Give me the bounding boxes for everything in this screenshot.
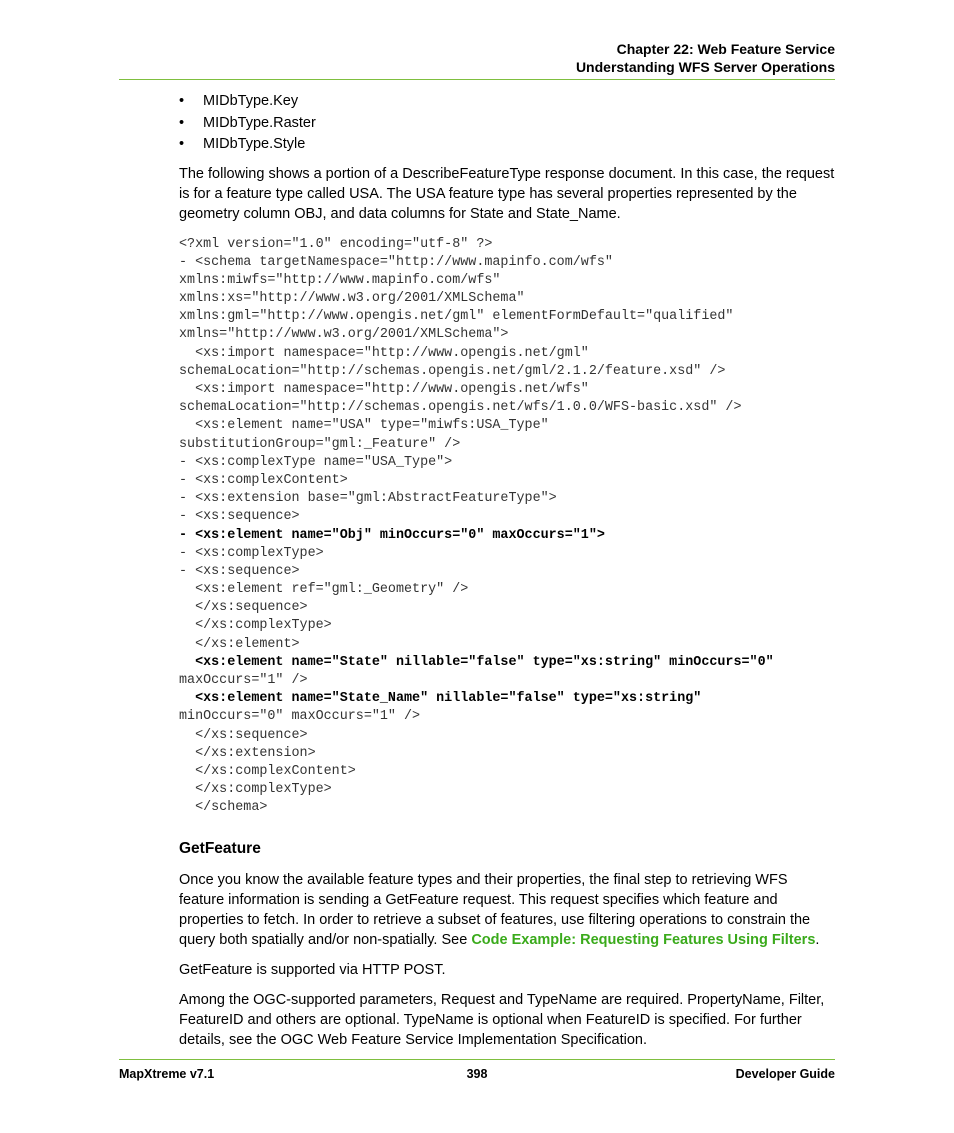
code-line: xmlns:miwfs="http://www.mapinfo.com/wfs": [179, 272, 501, 288]
section-heading: GetFeature: [179, 839, 261, 857]
paragraph-text: Once you know the available feature types and their properties, the final step to retrieving WFS feature information is sending a GetFeature request. This request specifies which feature and properties to fetch. In order to retrieve a subset of features, use filtering operations to constrain the query both spatially and/or non-spatially. See: [179, 871, 811, 948]
code-line: - <xs:sequence>: [179, 563, 300, 579]
code-line: <xs:element ref="gml:_Geometry" />: [179, 582, 469, 598]
section-title: Understanding WFS Server Operations: [575, 59, 835, 75]
code-line-highlight: - <xs:element name="Obj" minOccurs="0" maxOccurs="1">: [179, 527, 605, 543]
code-line-highlight: <xs:element name="State" nillable="false" type="xs:string" minOccurs="0": [179, 654, 774, 670]
code-line: minOccurs="0" maxOccurs="1" />: [179, 709, 421, 725]
page-body: [179, 91, 835, 1050]
code-line: - <xs:sequence>: [179, 509, 300, 525]
list-item: • MIDbType.Raster: [179, 113, 835, 135]
code-line: </xs:complexContent>: [179, 763, 356, 779]
chapter-title: Chapter 22: Web Feature Service: [616, 41, 835, 57]
code-line: </xs:extension>: [179, 745, 316, 761]
code-line: xmlns:xs="http://www.w3.org/2001/XMLSchema": [179, 291, 525, 307]
code-line: <?xml version="1.0" encoding="utf-8" ?>: [179, 236, 493, 252]
code-line: </schema>: [179, 800, 268, 816]
code-line: - <xs:complexType name="USA_Type">: [179, 454, 453, 470]
list-item: • MIDbType.Style: [179, 134, 835, 156]
list-item: • MIDbType.Key: [179, 91, 835, 113]
paragraph-end: .: [815, 931, 820, 948]
intro-paragraph: The following shows a portion of a DescribeFeatureType response document. In this case, the request is for a feature type called USA. The USA feature type has several properties represented by the geometry column OBJ, and data columns for State and State_Name.: [179, 165, 835, 222]
code-line: <xs:import namespace="http://www.opengis.net/gml": [179, 345, 589, 361]
running-header: [576, 40, 835, 76]
code-line: schemaLocation="http://schemas.opengis.net/wfs/1.0.0/WFS-basic.xsd" />: [179, 400, 742, 416]
code-line: maxOccurs="1" />: [179, 673, 308, 688]
code-line: </xs:sequence>: [179, 600, 308, 616]
code-line: </xs:complexType>: [179, 782, 332, 798]
parameters-paragraph: Among the OGC-supported parameters, Request and TypeName are required. PropertyName, Filter, FeatureID and others are optional. TypeName is optional when FeatureID is specified. For further details, see the OGC Web Feature Service Implementation Specification.: [179, 991, 825, 1048]
code-line: <xs:element name="USA" type="miwfs:USA_Type": [179, 418, 549, 434]
footer-rule: [119, 1059, 835, 1060]
code-block: [179, 236, 835, 818]
code-line: - <xs:extension base="gml:AbstractFeatureType">: [179, 491, 557, 507]
code-line: substitutionGroup="gml:_Feature" />: [179, 436, 461, 452]
code-line: - <xs:complexType>: [179, 545, 324, 561]
code-line: - <xs:complexContent>: [179, 472, 348, 488]
http-post-paragraph: GetFeature is supported via HTTP POST.: [179, 961, 446, 978]
code-line: - <schema targetNamespace="http://www.mapinfo.com/wfs": [179, 254, 613, 270]
page-number: 398: [466, 1067, 488, 1081]
code-line: schemaLocation="http://schemas.opengis.net/gml/2.1.2/feature.xsd" />: [179, 363, 726, 379]
guide-name: Developer Guide: [735, 1067, 835, 1081]
running-footer: [119, 1067, 835, 1085]
code-line: xmlns:gml="http://www.opengis.net/gml" elementFormDefault="qualified": [179, 309, 734, 325]
code-line: <xs:import namespace="http://www.opengis.net/wfs": [179, 382, 589, 397]
code-line: </xs:complexType>: [179, 618, 332, 634]
header-rule: [119, 79, 835, 80]
code-line: </xs:element>: [179, 636, 300, 652]
code-line-highlight: <xs:element name="State_Name" nillable="false" type="xs:string": [179, 691, 702, 707]
getfeature-paragraph: [179, 870, 835, 950]
code-line: </xs:sequence>: [179, 727, 308, 743]
product-name: MapXtreme v7.1: [119, 1067, 215, 1081]
cross-reference-link[interactable]: Code Example: Requesting Features Using Filters: [471, 931, 816, 948]
code-line: xmlns="http://www.w3.org/2001/XMLSchema">: [179, 327, 509, 343]
bullet-list: [179, 91, 835, 156]
